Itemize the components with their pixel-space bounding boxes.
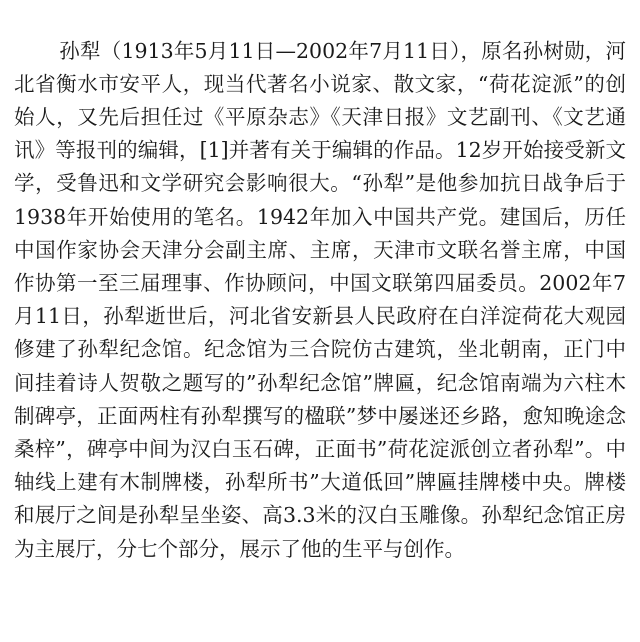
biography-paragraph bbox=[14, 35, 626, 566]
subject-name: 孙犁 bbox=[59, 38, 101, 63]
biography-body: ，原名孙树勋，河北省衡水市安平人，现当代著名小说家、散文家，“荷花淀派”的创始人，又先后担任过《平原杂志》《天津日报》文艺副刊、《文艺通讯》等报刊的编辑，[1]并著有关于编辑的作品。12岁开始接受新文学，受鲁迅和文学研究会影响很大。“孙犁”是他参加抗日战争后于1938年开始使用的笔名。1942年加入中国共产党。建国后，历任中国作家协会天津分会副主席、主席，天津市文联名誉主席，中国作协第一至三届理事、作协顾问，中国文联第四届委员。2002年7月11日，孙犁逝世后，河北省安新县人民政府在白洋淀荷花大观园修建了孙犁纪念馆。纪念馆为三合院仿古建筑，坐北朝南，正门中间挂着诗人贺敬之题写的”孙犁纪念馆”牌匾，纪念馆南端为六柱木制碑亭，正面两柱有孙犁撰写的楹联”梦中屡迷还乡路，愈知晚途念桑梓”，碑亭中间为汉白玉石碑，正面书”荷花淀派创立者孙犁”。中轴线上建有木制牌楼，孙犁所书”大道低回”牌匾挂牌楼中央。牌楼和展厅之间是孙犁呈坐姿、高3.3米的汉白玉雕像。孙犁纪念馆正房为主展厅，分七个部分，展示了他的生平与创作。 bbox=[14, 38, 627, 561]
life-dates: （1913年5月11日—2002年7月11日） bbox=[100, 38, 461, 63]
